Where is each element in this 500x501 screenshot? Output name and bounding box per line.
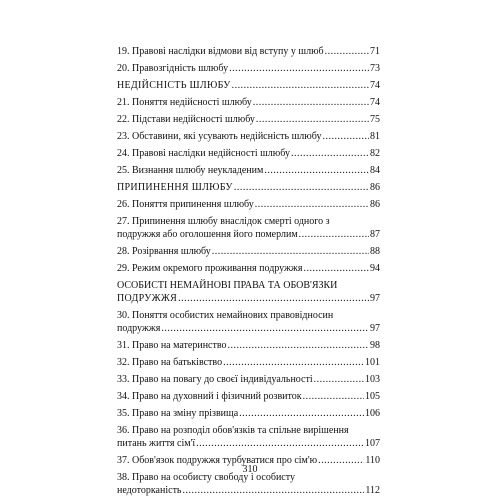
dot-leader: [232, 79, 369, 92]
toc-page-number: 103: [365, 374, 380, 385]
toc-entry: [117, 96, 380, 113]
toc-entry-text: 37. Обов'язок подружжя турбуватися про сім'ю: [117, 455, 318, 466]
toc-entry-text: НЕДІЙСНІСТЬ ШЛЮБУ: [117, 80, 231, 91]
toc-page-number: 81: [370, 131, 380, 142]
toc-entry-text: 24. Правові наслідки недійсності шлюбу: [117, 148, 290, 159]
toc-entry-text: 35. Право на зміну прізвища: [117, 408, 239, 419]
toc-entry: [117, 339, 380, 356]
toc-entry: [117, 45, 380, 62]
dot-leader: [291, 147, 369, 160]
toc-page-number: 75: [370, 114, 380, 125]
toc-section-heading: [117, 79, 380, 96]
toc-page-number: 98: [370, 340, 380, 351]
toc-section-heading: [117, 181, 380, 198]
toc-page-number: 74: [370, 97, 380, 108]
toc-entry: [117, 407, 380, 424]
table-of-contents: [117, 45, 380, 501]
toc-page-number: 101: [365, 357, 380, 368]
toc-entry-text: 33. Право на повагу до своєї індивідуальності: [117, 374, 313, 385]
toc-entry-text: 20. Правозгідність шлюбу: [117, 63, 229, 74]
toc-entry: [117, 164, 380, 181]
toc-entry: [117, 215, 380, 245]
toc-entry-text: питань життя сім'ї: [117, 438, 196, 449]
toc-page-number: 74: [370, 80, 380, 91]
dot-leader: [253, 96, 369, 109]
toc-entry: [117, 373, 380, 390]
dot-leader: [264, 164, 369, 177]
toc-page-number: 94: [370, 263, 380, 274]
toc-entry-text: 32. Право на батьківство: [117, 357, 223, 368]
toc-page-number: 73: [370, 63, 380, 74]
toc-entry-text: 21. Поняття недійсності шлюбу: [117, 97, 252, 108]
toc-page-number: 107: [365, 438, 380, 449]
dot-leader: [229, 62, 369, 75]
toc-page-number: 110: [365, 455, 380, 466]
toc-page-number: 106: [365, 408, 380, 419]
toc-entry-text: 29. Режим окремого проживання подружжя: [117, 263, 303, 274]
toc-entry: [117, 245, 380, 262]
dot-leader: [234, 181, 369, 194]
toc-page-number: 112: [365, 485, 380, 496]
dot-leader: [223, 356, 364, 369]
dot-leader: [239, 407, 364, 420]
dot-leader: [196, 437, 364, 450]
toc-entry: [117, 198, 380, 215]
toc-entry-text: 34. Право на духовний і фізичний розвиток: [117, 391, 302, 402]
dot-leader: [256, 113, 369, 126]
toc-page-number: 84: [370, 165, 380, 176]
dot-leader: [183, 484, 365, 497]
toc-entry: [117, 147, 380, 164]
page-number: 310: [242, 464, 258, 475]
toc-entry: [117, 113, 380, 130]
toc-entry-text: 38. Право на особисту свободу і особисту: [117, 472, 295, 483]
toc-page-number: 97: [370, 323, 380, 334]
toc-entry-text: 19. Правові наслідки відмови від вступу у шлюб: [117, 46, 324, 57]
dot-leader: [325, 45, 369, 58]
toc-page-number: 82: [370, 148, 380, 159]
toc-entry-text: 26. Поняття припинення шлюбу: [117, 199, 254, 210]
toc-entry: [117, 262, 380, 279]
toc-page-number: 71: [370, 46, 380, 57]
dot-leader: [303, 262, 369, 275]
toc-entry-text: 36. Право на розподіл обов'язків та спільне вирішення: [117, 425, 349, 436]
dot-leader: [303, 390, 364, 403]
toc-entry-text: недоторканість: [117, 485, 182, 496]
toc-entry-text: 28. Розірвання шлюбу: [117, 246, 211, 257]
toc-entry: [117, 62, 380, 79]
toc-entry-text: ПОДРУЖЖЯ: [117, 293, 178, 304]
toc-page-number: 88: [370, 246, 380, 257]
toc-page-number: 87: [370, 229, 380, 240]
toc-page-number: 97: [370, 293, 380, 304]
toc-entry: [117, 130, 380, 147]
toc-page-number: 105: [365, 391, 380, 402]
toc-entry: [117, 309, 380, 339]
toc-section-heading: [117, 279, 380, 309]
toc-entry-text: 22. Підстави недійсності шлюбу: [117, 114, 255, 125]
dot-leader: [255, 198, 369, 211]
toc-entry: [117, 356, 380, 373]
toc-entry: [117, 424, 380, 454]
toc-entry-text: подружжя або оголошення його померлим: [117, 229, 298, 240]
toc-entry-text: ОСОБИСТІ НЕМАЙНОВІ ПРАВА ТА ОБОВ'ЯЗКИ: [117, 280, 338, 291]
toc-page-number: 86: [370, 182, 380, 193]
dot-leader: [228, 339, 369, 352]
dot-leader: [299, 228, 369, 241]
dot-leader: [322, 130, 369, 143]
toc-entry-text: 31. Право на материнство: [117, 340, 227, 351]
dot-leader: [161, 322, 369, 335]
toc-entry-text: ПРИПИНЕННЯ ШЛЮБУ: [117, 182, 233, 193]
toc-entry-text: 30. Поняття особистих немайнових правовідносин: [117, 310, 334, 321]
dot-leader: [212, 245, 369, 258]
toc-entry-text: подружжя: [117, 323, 161, 334]
dot-leader: [178, 292, 369, 305]
toc-entry: [117, 390, 380, 407]
dot-leader: [314, 373, 364, 386]
toc-entry-text: 23. Обставини, які усувають недійсність шлюбу: [117, 131, 322, 142]
toc-entry-text: 27. Припинення шлюбу внаслідок смерті одного з: [117, 216, 330, 227]
toc-entry-text: 25. Визнання шлюбу неукладеним: [117, 165, 264, 176]
toc-page-number: 86: [370, 199, 380, 210]
